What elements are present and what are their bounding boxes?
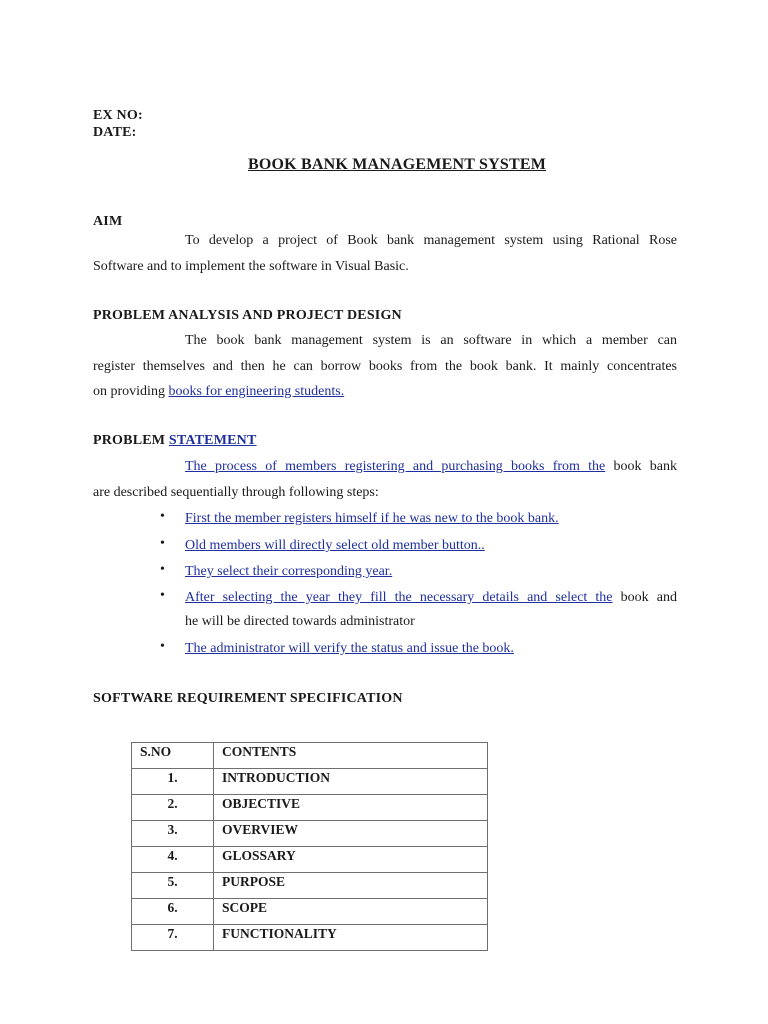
- table-row: [132, 925, 488, 951]
- bullet-item-4: [185, 588, 677, 608]
- date-label: DATE:: [93, 125, 137, 140]
- row-number: 1.: [132, 769, 214, 795]
- aim-line-2: Software and to implement the software in Visual Basic.: [93, 259, 409, 274]
- aim-line-1: To develop a project of Book bank management system using Rational Rose: [185, 233, 677, 248]
- engineering-books-link[interactable]: books for engineering students.: [168, 384, 345, 399]
- srs-heading: SOFTWARE REQUIREMENT SPECIFICATION: [93, 691, 403, 706]
- statement-line-1: [185, 457, 677, 477]
- bullet-item-2[interactable]: Old members will directly select old member button..: [185, 538, 485, 553]
- row-content: OVERVIEW: [214, 821, 488, 847]
- bullet-icon: •: [160, 536, 165, 551]
- bullet-icon: •: [160, 639, 165, 654]
- table-header-row: [132, 743, 488, 769]
- statement-heading-prefix: PROBLEM: [93, 433, 166, 448]
- analysis-line-3-prefix: on providing: [93, 384, 165, 399]
- bullet-icon: •: [160, 509, 165, 524]
- analysis-line-3: [93, 382, 677, 402]
- bullet-item-5[interactable]: The administrator will verify the status and issue the book.: [185, 641, 514, 656]
- bullet-icon: •: [160, 562, 165, 577]
- bullet-item-3[interactable]: They select their corresponding year.: [185, 564, 393, 579]
- table-row: [132, 899, 488, 925]
- table-row: [132, 821, 488, 847]
- statement-heading: [93, 433, 257, 449]
- row-number: 3.: [132, 821, 214, 847]
- bullet-item-4-continuation: he will be directed towards administrator: [185, 614, 415, 629]
- document-title: BOOK BANK MANAGEMENT SYSTEM: [247, 156, 547, 173]
- analysis-line-2: register themselves and then he can borrow books from the book bank. It mainly concentrates: [93, 359, 677, 374]
- column-header-sno: S.NO: [132, 743, 214, 769]
- bullet-item-4-link[interactable]: After selecting the year they fill the necessary details and select the: [185, 590, 613, 605]
- row-content: FUNCTIONALITY: [214, 925, 488, 951]
- row-content: GLOSSARY: [214, 847, 488, 873]
- analysis-line-1: The book bank management system is an software in which a member can: [185, 333, 677, 348]
- row-number: 7.: [132, 925, 214, 951]
- row-content: OBJECTIVE: [214, 795, 488, 821]
- table-row: [132, 847, 488, 873]
- bullet-item-4-suffix: book and: [620, 590, 677, 605]
- analysis-heading: PROBLEM ANALYSIS AND PROJECT DESIGN: [93, 308, 402, 323]
- bullet-icon: •: [160, 588, 165, 603]
- srs-table: [131, 742, 488, 951]
- row-content: INTRODUCTION: [214, 769, 488, 795]
- ex-no-label: EX NO:: [93, 108, 143, 123]
- row-number: 5.: [132, 873, 214, 899]
- statement-heading-link[interactable]: STATEMENT: [168, 433, 257, 448]
- statement-line-1-suffix: book bank: [613, 459, 678, 474]
- statement-line-2: are described sequentially through following steps:: [93, 485, 379, 500]
- bullet-item-1[interactable]: First the member registers himself if he was new to the book bank.: [185, 511, 559, 526]
- table-row: [132, 769, 488, 795]
- row-number: 4.: [132, 847, 214, 873]
- table-row: [132, 873, 488, 899]
- aim-heading: AIM: [93, 214, 123, 229]
- row-number: 2.: [132, 795, 214, 821]
- row-content: SCOPE: [214, 899, 488, 925]
- row-number: 6.: [132, 899, 214, 925]
- row-content: PURPOSE: [214, 873, 488, 899]
- table-row: [132, 795, 488, 821]
- column-header-contents: CONTENTS: [214, 743, 488, 769]
- statement-process-link[interactable]: The process of members registering and purchasing books from the: [185, 459, 606, 474]
